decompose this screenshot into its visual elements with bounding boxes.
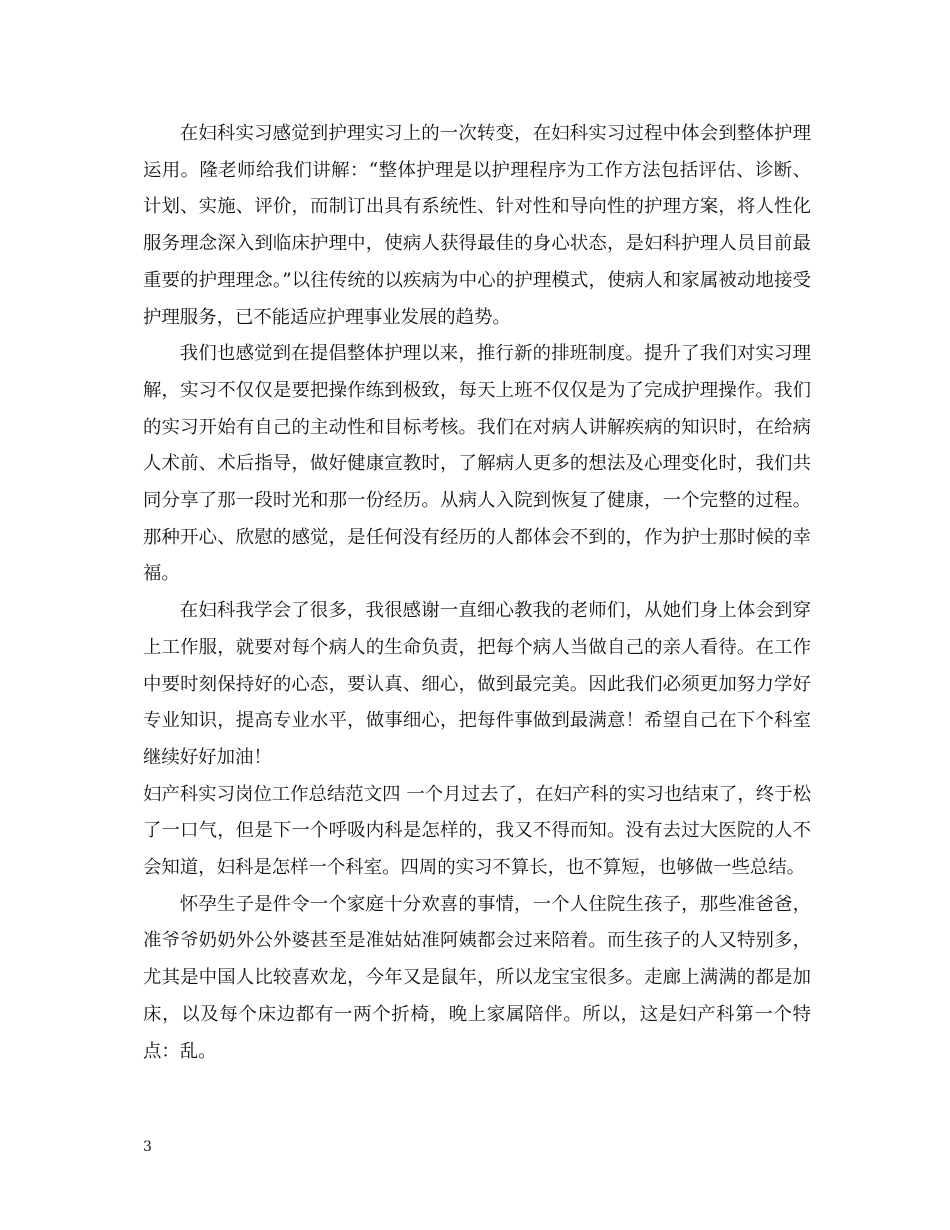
section-first-paragraph: 一个月过去了，在妇产科的实习也结束了，终于松了一口气，但是下一个呼吸内科是怎样的，我又不得而知。没有去过大医院的人不会知道，妇科是怎样一个科室。四周的实习不算长，也不算短，也够做一些总结。: [143, 783, 811, 879]
paragraph-integrated-nursing: 在妇科实习感觉到护理实习上的一次转变，在妇科实习过程中体会到整体护理运用。隆老师给我们讲解：“整体护理是以护理程序为工作方法包括评估、诊断、计划、实施、评价，而制订出具有系统性、针对性和导向性的护理方案，将人性化服务理念深入到临床护理中，使病人获得最佳的身心状态，是妇科护理人员目前最重要的护理理念。”以往传统的以疾病为中心的护理模式，使病人和家属被动地接受护理服务，已不能适应护理事业发展的趋势。: [143, 123, 811, 328]
paragraph-gratitude: 在妇科我学会了很多，我很感谢一直细心教我的老师们，从她们身上体会到穿上工作服，就要对每个病人的生命负责，把每个病人当做自己的亲人看待。在工作中要时刻保持好的心态，要认真、细心，做到最完美。因此我们必须更加努力学好专业知识，提高专业水平，做事细心，把每件事做到最满意！希望自己在下个科室继续好好加油！: [143, 600, 811, 768]
page-number: 3: [143, 1139, 152, 1155]
paragraph-new-scheduling: 我们也感觉到在提倡整体护理以来，推行新的排班制度。提升了我们对实习理解，实习不仅仅是要把操作练到极致，每天上班不仅仅是为了完成护理操作。我们的实习开始有自己的主动性和目标考核。我们在对病人讲解疾病的知识时，在给病人术前、术后指导，做好健康宣教时，了解病人更多的想法及心理变化时，我们共同分享了那一段时光和那一份经历。从病人入院到恢复了健康，一个完整的过程。那种开心、欣慰的感觉，是任何没有经历的人都体会不到的，作为护士那时候的幸福。: [143, 343, 811, 585]
section-paragraph: [143, 777, 811, 887]
paragraph-childbirth: 怀孕生子是件令一个家庭十分欢喜的事情，一个人住院生孩子，那些准爸爸，准爷爷奶奶外公外婆甚至是准姑姑准阿姨都会过来陪着。而生孩子的人又特别多，尤其是中国人比较喜欢龙，今年又是鼠年，所以龙宝宝很多。走廊上满满的都是加床，以及每个床边都有一两个折椅，晚上家属陪伴。所以，这是妇产科第一个特点：乱。: [143, 893, 811, 1062]
section-title: 妇产科实习岗位工作总结范文四: [143, 783, 401, 805]
document-body: [143, 116, 811, 1070]
